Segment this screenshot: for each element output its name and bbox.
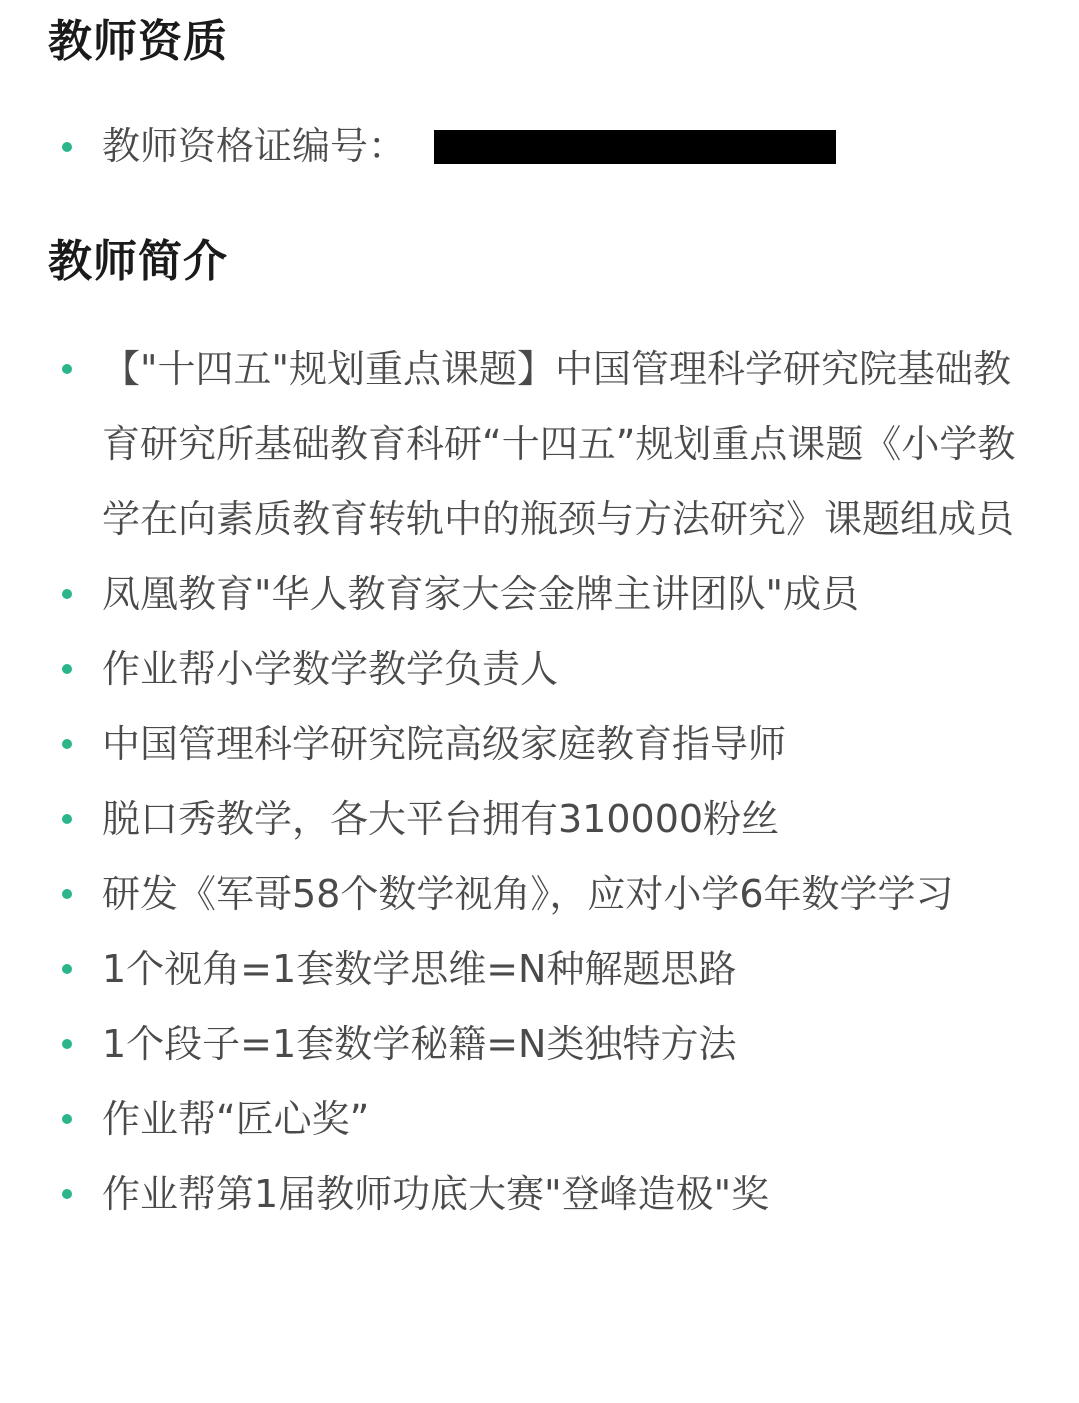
- bullet-dot-icon: [62, 1189, 72, 1199]
- list-item: [0, 1157, 1079, 1232]
- bullet-dot-icon: [62, 814, 72, 824]
- list-item-text: 作业帮第1届教师功底大赛"登峰造极"奖: [102, 1172, 770, 1216]
- cert-number-redaction: [434, 130, 836, 164]
- list-item-text: 研发《军哥58个数学视角》，应对小学6年数学学习: [102, 872, 954, 916]
- bullet-dot-icon: [62, 1114, 72, 1124]
- list-item: [0, 932, 1079, 1007]
- list-item: [0, 1082, 1079, 1157]
- intro-list: [0, 332, 1079, 1232]
- list-item: [0, 332, 1079, 557]
- bullet-dot-icon: [62, 739, 72, 749]
- bullet-dot-icon: [62, 142, 72, 152]
- list-item: [0, 782, 1079, 857]
- list-item-text: 【"十四五"规划重点课题】中国管理科学研究院基础教育研究所基础教育科研“十四五”规划重点课题《小学教学在向素质教育转轨中的瓶颈与方法研究》课题组成员: [102, 347, 1016, 541]
- intro-title: 教师简介: [48, 236, 228, 287]
- list-item-text: 凤凰教育"华人教育家大会金牌主讲团队"成员: [102, 572, 859, 616]
- cert-number-label: 教师资格证编号：: [102, 124, 407, 168]
- bullet-dot-icon: [62, 964, 72, 974]
- list-item: [0, 707, 1079, 782]
- list-item: [0, 557, 1079, 632]
- list-item: [0, 1007, 1079, 1082]
- list-item: [0, 857, 1079, 932]
- bullet-dot-icon: [62, 589, 72, 599]
- bullet-dot-icon: [62, 1039, 72, 1049]
- list-item-text: 1个视角=1套数学思维=N种解题思路: [102, 947, 737, 991]
- bullet-dot-icon: [62, 889, 72, 899]
- list-item-text: 作业帮小学数学教学负责人: [102, 647, 559, 691]
- bullet-dot-icon: [62, 364, 72, 374]
- list-item-text: 1个段子=1套数学秘籍=N类独特方法: [102, 1022, 737, 1066]
- qualification-title: 教师资质: [48, 16, 228, 67]
- bullet-dot-icon: [62, 664, 72, 674]
- cert-number-row: [0, 118, 1079, 174]
- list-item-text: 作业帮“匠心奖”: [102, 1097, 370, 1141]
- list-item-text: 中国管理科学研究院高级家庭教育指导师: [102, 722, 787, 766]
- list-item-text: 脱口秀教学，各大平台拥有310000粉丝: [102, 797, 780, 841]
- list-item: [0, 632, 1079, 707]
